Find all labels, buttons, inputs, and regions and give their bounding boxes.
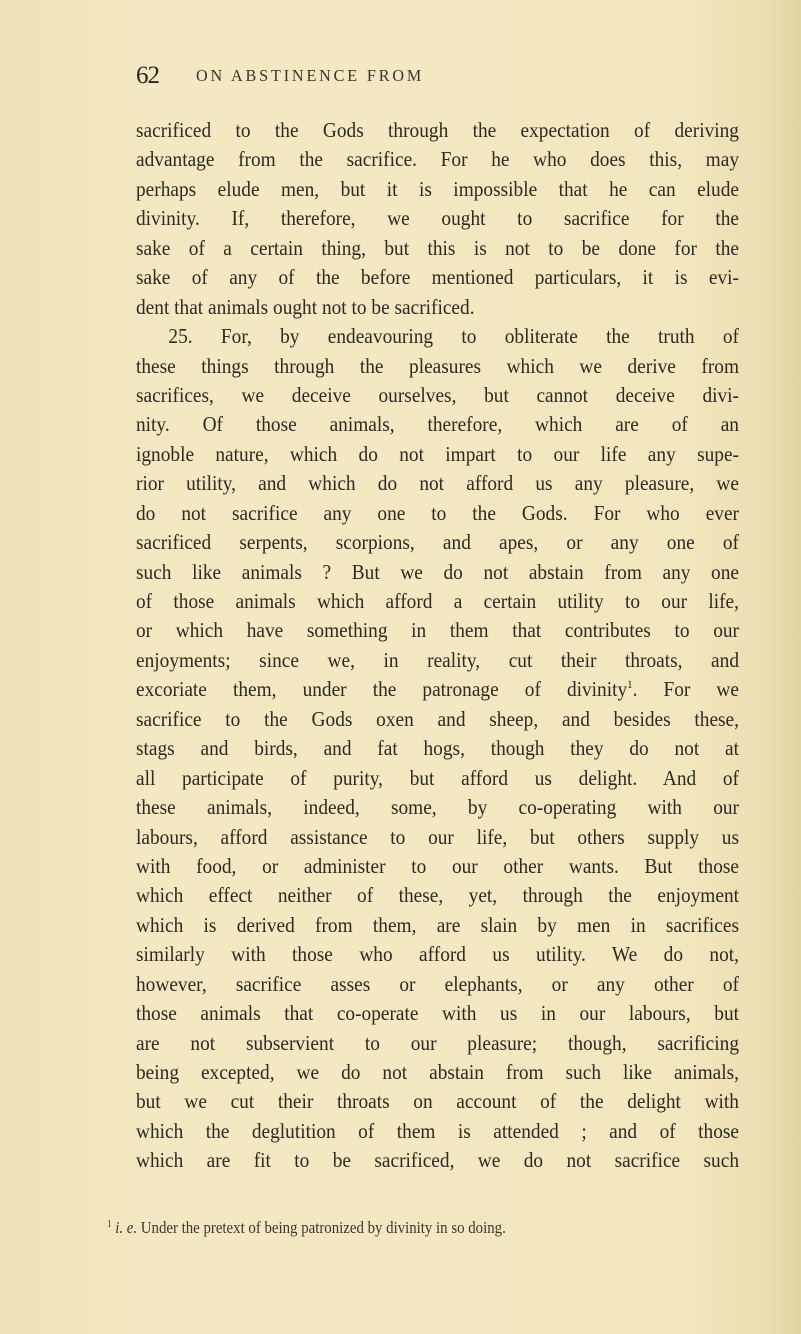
text-line: perhaps elude men, but it is impossible that he can elude <box>136 176 739 201</box>
text-line: such like animals ? But we do not abstain from any one <box>136 559 739 584</box>
text-line: are not subservient to our pleasure; though, sacrificing <box>136 1030 739 1055</box>
text-line: nity. Of those animals, therefore, which are of an <box>136 412 739 437</box>
text-line: these animals, indeed, some, by co-operating with our <box>136 795 739 820</box>
text-line: do not sacrifice any one to the Gods. For who ever <box>136 500 739 525</box>
text-line: dent that animals ought not to be sacrificed. <box>136 294 475 319</box>
text-line: with food, or administer to our other wants. But those <box>136 853 739 878</box>
text-line: but we cut their throats on account of the delight with <box>136 1089 739 1114</box>
text-fragment: excoriate them, under the patronage of divinity <box>136 677 628 702</box>
text-line: those animals that co-operate with us in our labours, but <box>136 1001 739 1026</box>
text-line: which the deglutition of them is attended ; and of those <box>136 1118 739 1143</box>
text-line: divinity. If, therefore, we ought to sacrifice for the <box>136 206 739 231</box>
text-line: sacrifices, we deceive ourselves, but cannot deceive divi- <box>136 382 739 407</box>
running-title: ON ABSTINENCE FROM <box>196 66 425 85</box>
text-line: sacrificed serpents, scorpions, and apes, or any one of <box>136 530 739 555</box>
text-line: or which have something in them that contributes to our <box>136 618 739 643</box>
text-line: however, sacrifice asses or elephants, or any other of <box>136 971 739 996</box>
footnote <box>107 1218 647 1238</box>
paragraph-start-line: 25. For, by endeavouring to obliterate the truth of <box>168 324 739 349</box>
footnote-marker: 1 <box>107 1219 112 1230</box>
text-line: advantage from the sacrifice. For he who does this, may <box>136 147 739 172</box>
text-line: rior utility, and which do not afford us any pleasure, we <box>136 471 739 496</box>
text-line: stags and birds, and fat hogs, though they do not at <box>136 736 739 761</box>
text-line: sacrifice to the Gods oxen and sheep, and besides these, <box>136 706 739 731</box>
page-number: 62 <box>136 62 159 89</box>
text-line: which effect neither of these, yet, through the enjoyment <box>136 883 739 908</box>
text-line: which are fit to be sacrificed, we do not sacrifice such <box>136 1148 739 1173</box>
footnote-abbrev: i. e. <box>115 1218 138 1237</box>
text-line: ignoble nature, which do not impart to our life any supe- <box>136 441 739 466</box>
text-line: these things through the pleasures which we derive from <box>136 353 739 378</box>
text-line-with-footnote-ref <box>136 675 739 704</box>
footnote-reference[interactable]: 1 <box>627 677 633 692</box>
text-line: being excepted, we do not abstain from such like animals, <box>136 1060 739 1084</box>
text-line: sake of a certain thing, but this is not to be done for the <box>136 235 739 260</box>
text-line: which is derived from them, are slain by men in sacrifices <box>136 912 739 937</box>
body-text <box>136 116 739 1176</box>
text-line: of those animals which afford a certain utility to our life, <box>136 589 739 613</box>
footnote-text: Under the pretext of being patronized by divinity in so doing. <box>140 1218 506 1237</box>
running-head <box>136 62 606 92</box>
text-line: sacrificed to the Gods through the expectation of deriving <box>136 118 739 142</box>
text-fragment: . For we <box>632 677 739 702</box>
text-line: similarly with those who afford us utility. We do not, <box>136 942 739 967</box>
text-line: sake of any of the before mentioned particulars, it is evi- <box>136 265 739 290</box>
text-line: enjoyments; since we, in reality, cut their throats, and <box>136 647 739 672</box>
text-line: labours, afford assistance to our life, but others supply us <box>136 824 739 849</box>
text-line: all participate of purity, but afford us delight. And of <box>136 765 739 790</box>
